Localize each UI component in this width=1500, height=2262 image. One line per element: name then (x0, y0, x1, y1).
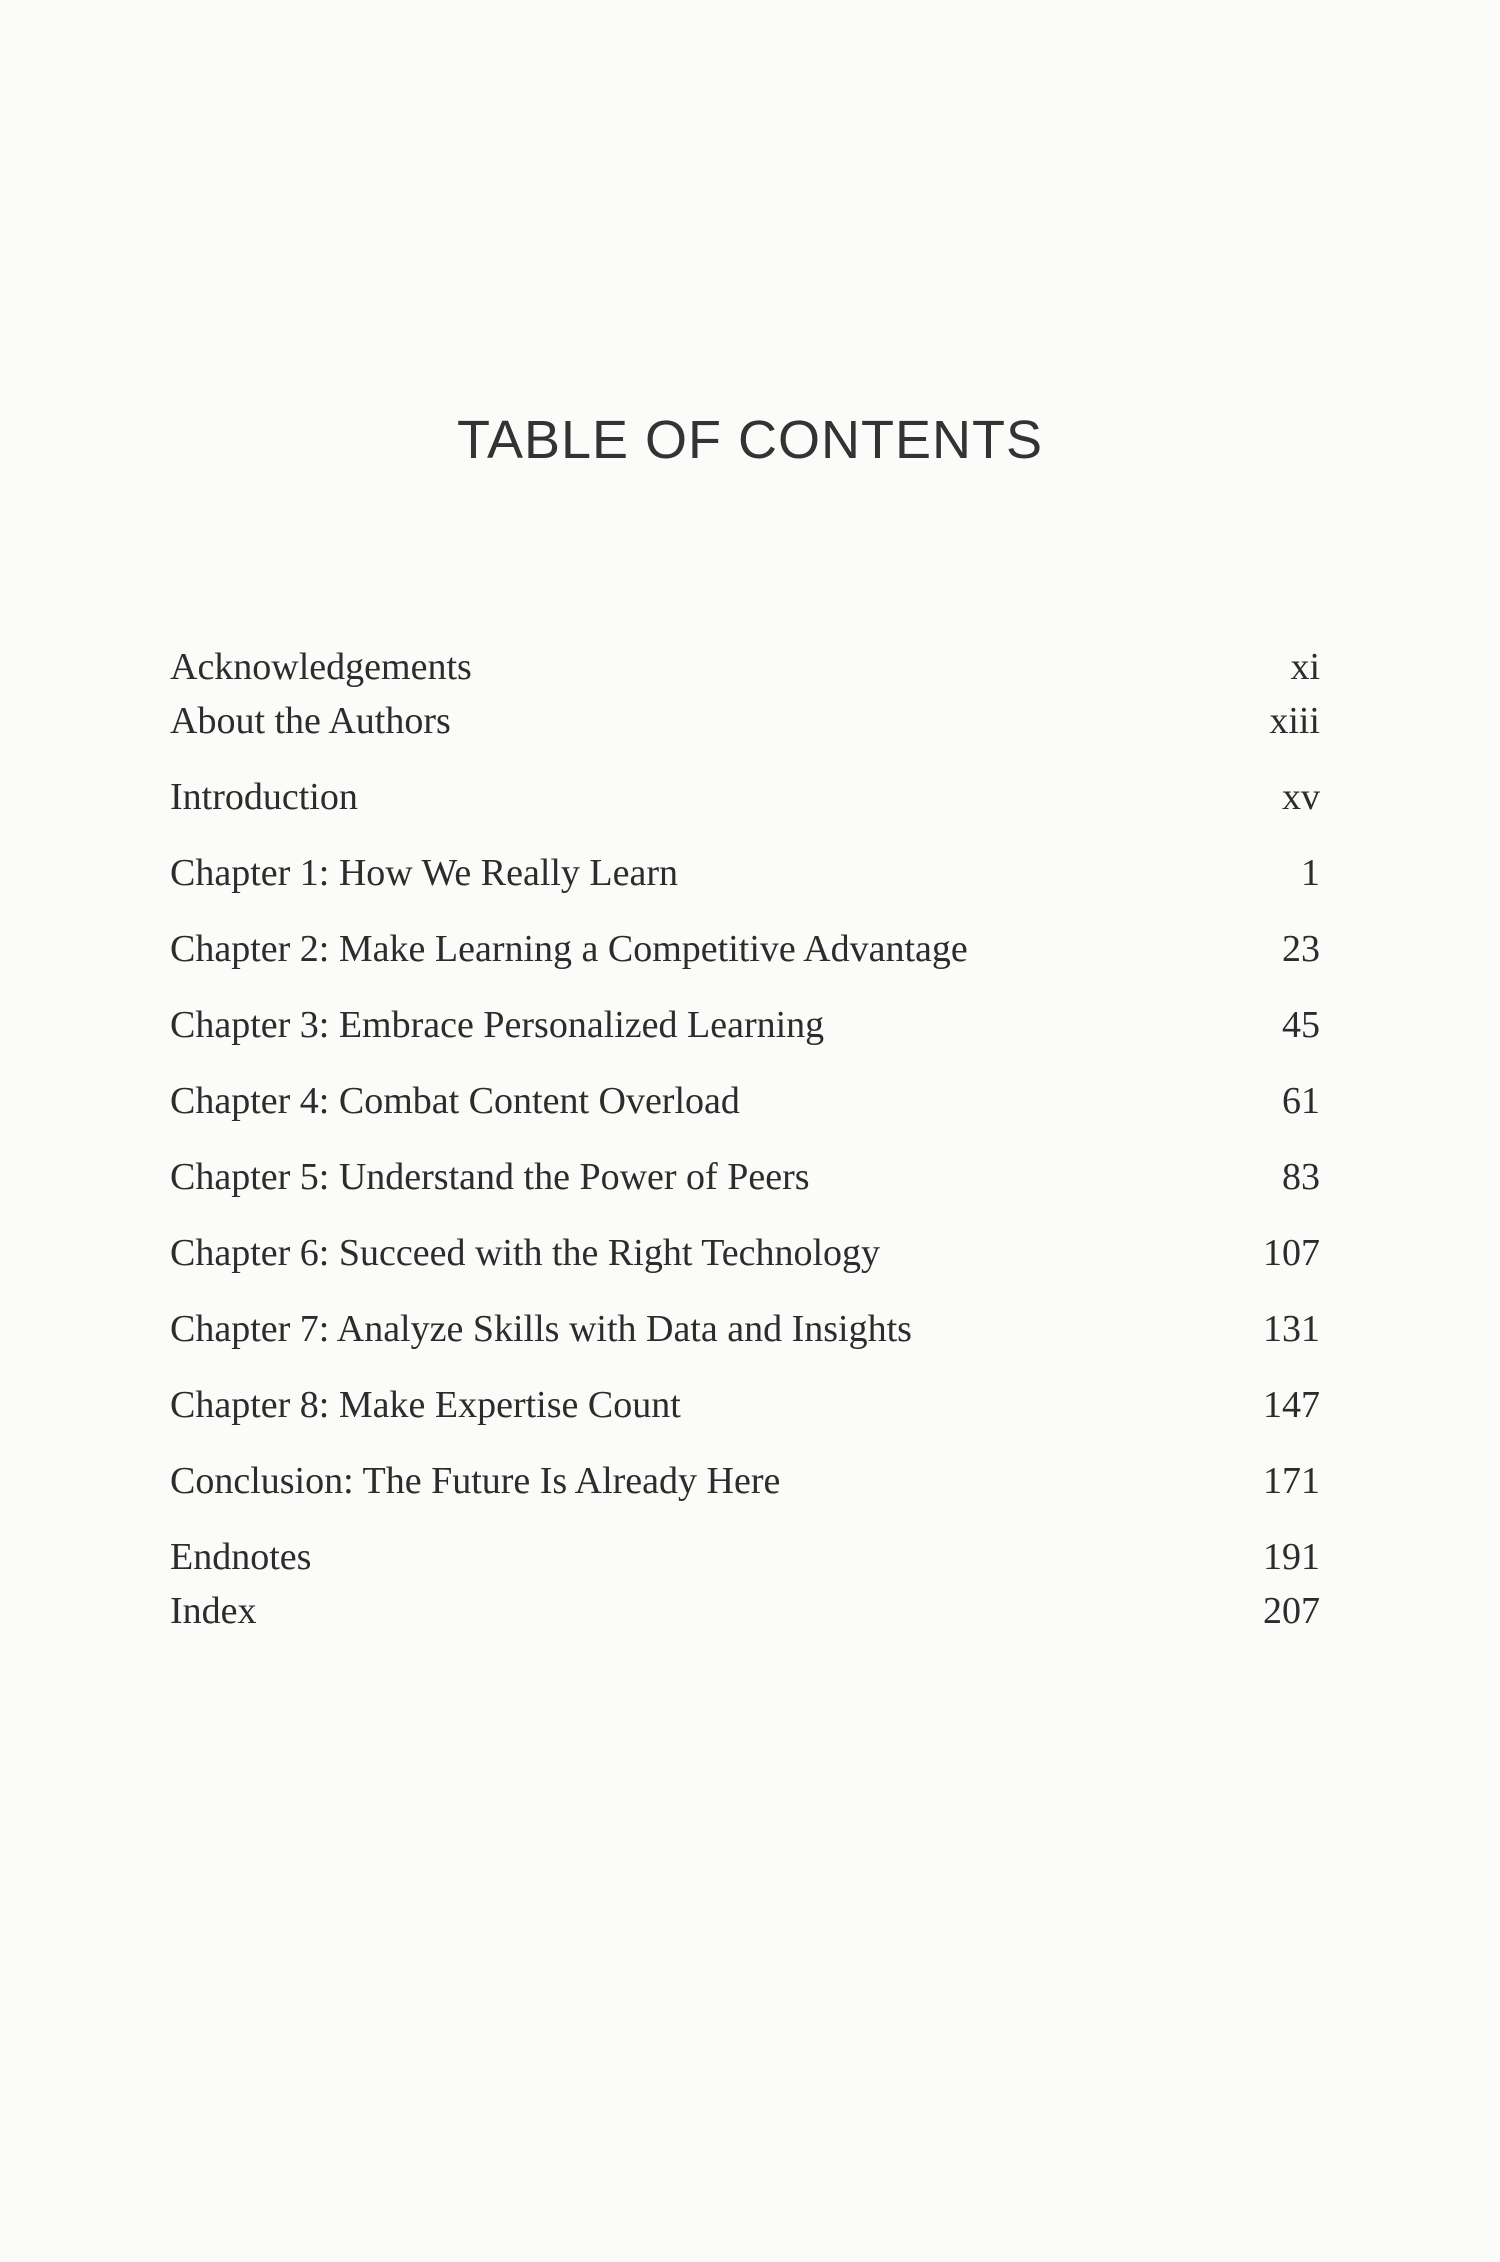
toc-entry-page: 207 (1263, 1590, 1320, 1632)
toc-entry-page: 83 (1282, 1156, 1320, 1198)
toc-entry (170, 925, 1320, 973)
toc-entry (170, 1457, 1320, 1505)
toc-entry-page: 131 (1263, 1308, 1320, 1350)
toc-entry-label: Chapter 1: How We Really Learn (170, 852, 679, 894)
toc-entry-page: 147 (1263, 1384, 1320, 1426)
toc-entry-label: Chapter 6: Succeed with the Right Technology (170, 1232, 881, 1274)
toc-entry (170, 697, 1320, 745)
toc-entry-page: xv (1282, 776, 1320, 818)
toc-entry (170, 1533, 1320, 1581)
toc-entry-page: 23 (1282, 928, 1320, 970)
toc-entry-label: Endnotes (170, 1536, 312, 1578)
toc-entry-page: 1 (1301, 852, 1320, 894)
toc-entry-label: Index (170, 1590, 257, 1632)
page-title: TABLE OF CONTENTS (456, 410, 1044, 470)
toc-entry-page: 61 (1282, 1080, 1320, 1122)
toc-entry-label: About the Authors (170, 700, 451, 742)
toc-entry-label: Introduction (170, 776, 358, 818)
toc-entry-label: Chapter 8: Make Expertise Count (170, 1384, 681, 1426)
toc-entry (170, 1229, 1320, 1277)
toc-entry (170, 1305, 1320, 1353)
toc-entry (170, 849, 1320, 897)
toc-entry-label: Chapter 3: Embrace Personalized Learning (170, 1004, 825, 1046)
toc-entry-label: Chapter 5: Understand the Power of Peers (170, 1156, 810, 1198)
toc-entry-page: 171 (1263, 1460, 1320, 1502)
toc-entry-page: 45 (1282, 1004, 1320, 1046)
toc-entry (170, 1381, 1320, 1429)
toc-entry-label: Acknowledgements (170, 646, 472, 688)
toc-entry (170, 1587, 1320, 1635)
toc-entry (170, 643, 1320, 691)
toc-entry-label: Chapter 7: Analyze Skills with Data and Insights (170, 1308, 912, 1350)
toc-entry-page: 107 (1263, 1232, 1320, 1274)
toc-entry-page: 191 (1263, 1536, 1320, 1578)
toc-entry (170, 1001, 1320, 1049)
toc-entry (170, 1153, 1320, 1201)
toc-entry-label: Chapter 4: Combat Content Overload (170, 1080, 740, 1122)
toc-entry-label: Conclusion: The Future Is Already Here (170, 1460, 781, 1502)
toc-entry-page: xi (1290, 646, 1320, 688)
toc-entry-page: xiii (1269, 700, 1320, 742)
toc-entry (170, 1077, 1320, 1125)
toc-entry (170, 773, 1320, 821)
toc-entry-label: Chapter 2: Make Learning a Competitive Advantage (170, 928, 968, 970)
